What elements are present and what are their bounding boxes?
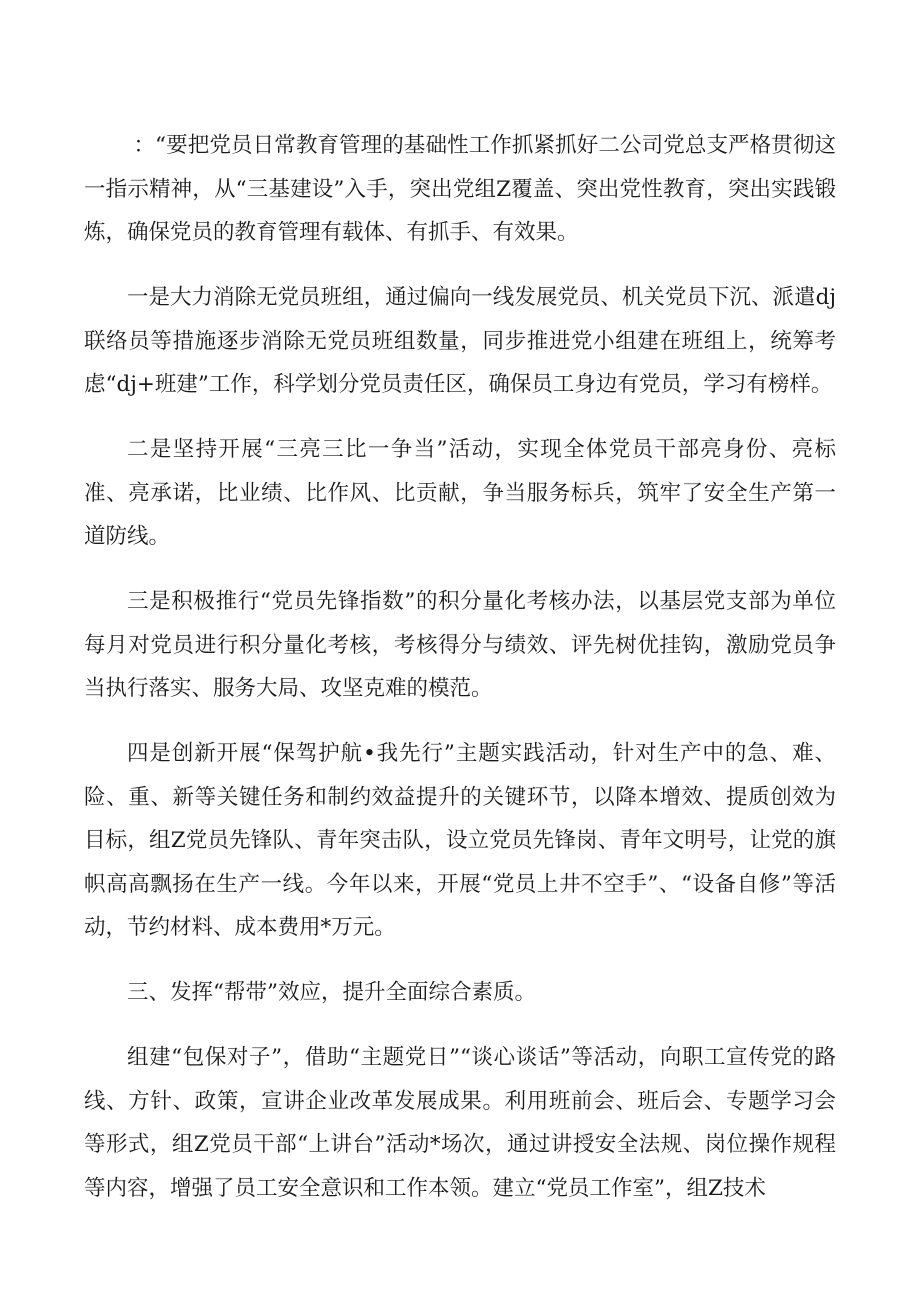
document-body (84, 124, 836, 1232)
paragraph-point-4: 四是创新开展“保驾护航•我先行”主题实践活动，针对生产中的急、难、险、重、新等关键任务和制约效益提升的关键环节，以降本增效、提质创效为目标，组Z党员先锋队、青年突击队，设立党员先锋岗、青年文明号，让党的旗帜高高飘扬在生产一线。今年以来，开展“党员上井不空手”、“设备自修”等活动，节约材料、成本费用*万元。 (84, 741, 836, 940)
paragraph-point-3: 三是积极推行“党员先锋指数”的积分量化考核办法，以基层党支部为单位每月对党员进行积分量化考核，考核得分与绩效、评先树优挂钩，激励党员争当执行落实、服务大局、攻坚克难的模范。 (84, 589, 836, 701)
section-heading: 三、发挥“帮带”效应，提升全面综合素质。 (127, 980, 536, 1005)
paragraph-point-1: 一是大力消除无党员班组，通过偏向一线发展党员、机关党员下沉、派遣dj联络员等措施逐步消除无党员班组数量，同步推进党小组建在班组上，统筹考虑“dj+班建”工作，科学划分党员责任区，确保员工身边有党员，学习有榜样。 (84, 285, 836, 397)
paragraph-point-2: 二是坚持开展“三亮三比一争当”活动，实现全体党员干部亮身份、亮标准、亮承诺，比业绩、比作风、比贡献，争当服务标兵，筑牢了安全生产第一道防线。 (84, 437, 836, 549)
paragraph-section-body: 组建“包保对子”，借助“主题党日”“谈心谈话”等活动，向职工宣传党的路线、方针、政策，宣讲企业改革发展成果。利用班前会、班后会、专题学习会等形式，组Z党员干部“上讲台”活动*场次，通过讲授安全法规、岗位操作规程等内容，增强了员工安全意识和工作本领。建立“党员工作室”，组Z技术 (84, 1045, 836, 1201)
paragraph-intro: ：“要把党员日常教育管理的基础性工作抓紧抓好二公司党总支严格贯彻这一指示精神，从“三基建设”入手，突出党组Z覆盖、突出党性教育，突出实践锻炼，确保党员的教育管理有载体、有抓手、有效果。 (84, 133, 836, 245)
